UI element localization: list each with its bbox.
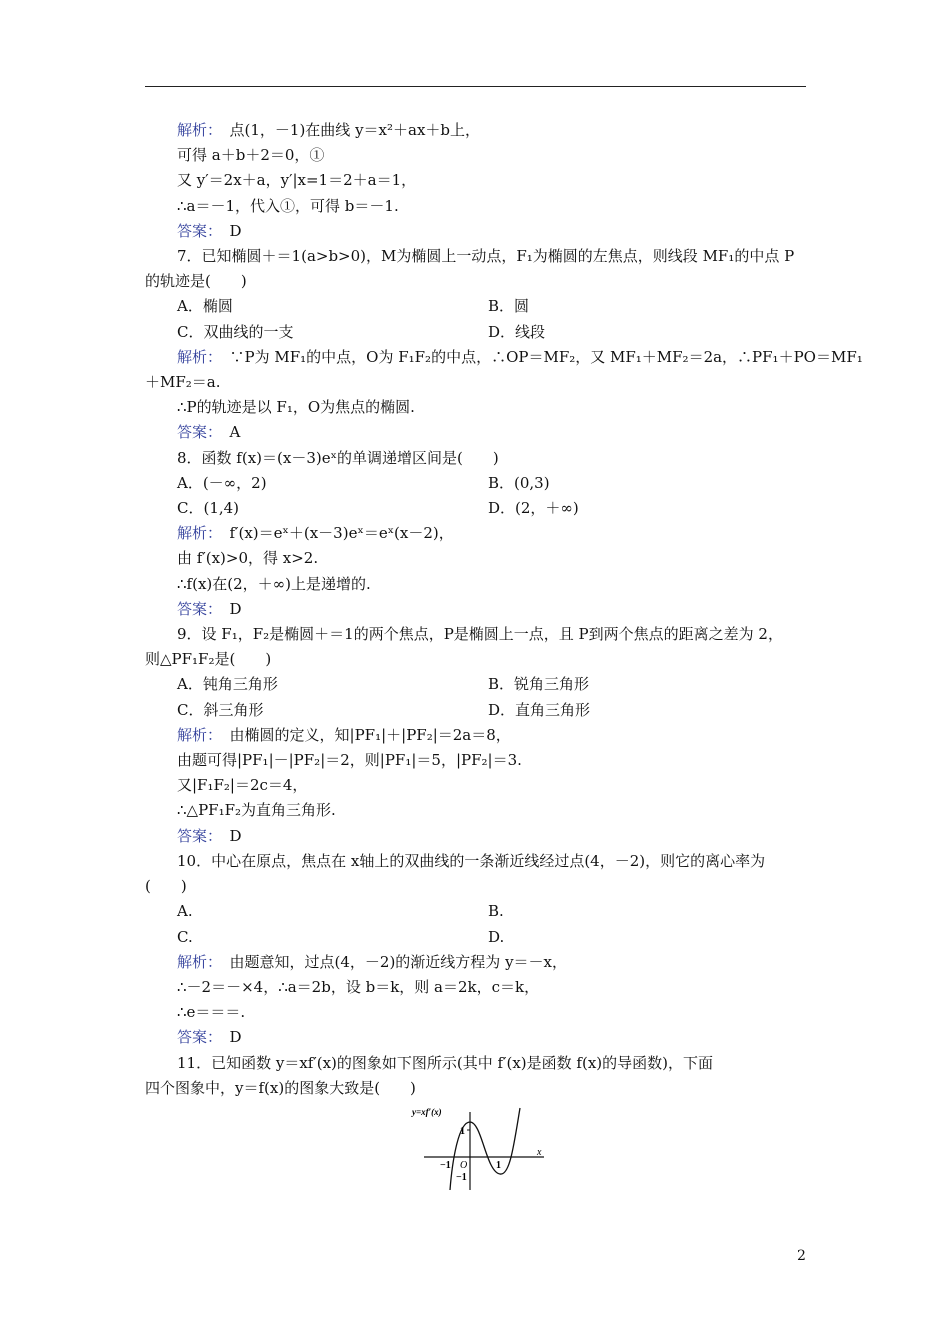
option-item: B．锐角三角形 xyxy=(488,675,590,694)
option-row xyxy=(145,320,807,345)
line-text: 由题可得|PF₁|－|PF₂|＝2，则|PF₁|＝5，|PF₂|＝3. xyxy=(177,751,522,770)
header-rule xyxy=(145,86,806,87)
line-text: 11．已知函数 y＝xf′(x)的图象如下图所示(其中 f′(x)是函数 f(x)的导函数)，下面 xyxy=(177,1053,713,1072)
line-text: ∵P为 MF₁的中点，O为 F₁F₂的中点，∴OP＝MF₂，又 MF₁＋MF₂＝2a，∴PF₁＋PO＝MF₁ xyxy=(214,347,863,366)
line-text: ∴P的轨迹是以 F₁，O为焦点的椭圆. xyxy=(177,398,415,417)
text-line xyxy=(145,168,807,193)
line-text: ∴－2＝－×4，∴a＝2b，设 b＝k，则 a＝2k，c＝k， xyxy=(177,977,540,996)
tick-1-y: 1 xyxy=(460,1125,465,1137)
line-text: 又 y′＝2x＋a，y′|x=1＝2＋a＝1， xyxy=(177,171,417,190)
line-text: 由题意知，过点(4，－2)的渐近线方程为 y＝－x， xyxy=(214,952,568,971)
line-text: D xyxy=(214,599,242,618)
analysis-line xyxy=(145,824,807,849)
analysis-line xyxy=(145,420,807,445)
x-axis-label: x xyxy=(537,1146,542,1158)
analysis-line xyxy=(145,521,807,546)
option-row xyxy=(145,471,807,496)
section-label: 答案： xyxy=(177,826,215,845)
line-text: 8．函数 f(x)＝(x－3)eˣ的单调递增区间是( ) xyxy=(177,448,499,467)
option-item: C．(1,4) xyxy=(177,499,240,518)
line-text: ∴e＝＝＝. xyxy=(177,1003,246,1022)
line-text: D xyxy=(214,221,242,240)
option-item: B. xyxy=(488,902,504,921)
section-label: 答案： xyxy=(177,221,215,240)
text-line xyxy=(145,1051,807,1076)
option-item: C. xyxy=(177,927,193,946)
line-text: f′(x)＝eˣ＋(x－3)eˣ＝eˣ(x－2)， xyxy=(214,524,454,543)
option-item: D．(2，＋∞) xyxy=(488,499,579,518)
line-text: A xyxy=(214,423,241,442)
option-row xyxy=(145,925,807,950)
function-graph-figure xyxy=(145,1104,807,1196)
text-line xyxy=(145,849,807,874)
text-line xyxy=(145,395,807,420)
page-number: 2 xyxy=(797,1248,806,1264)
section-label: 解析： xyxy=(177,524,215,543)
analysis-line xyxy=(145,219,807,244)
option-item: D．直角三角形 xyxy=(488,700,591,719)
section-label: 解析： xyxy=(177,121,215,139)
option-item: D. xyxy=(488,927,505,946)
analysis-line xyxy=(145,118,807,143)
line-text: 9．设 F₁，F₂是椭圆＋＝1的两个焦点，P是椭圆上一点，且 P到两个焦点的距离之差为 2， xyxy=(177,625,783,644)
line-text: D xyxy=(214,826,242,845)
option-item: A. xyxy=(177,902,193,921)
analysis-line xyxy=(145,597,807,622)
text-line xyxy=(145,1076,807,1101)
text-line xyxy=(145,798,807,823)
line-text: 可得 a＋b＋2＝0，① xyxy=(177,146,325,165)
analysis-line xyxy=(145,1025,807,1050)
section-label: 解析： xyxy=(177,347,215,366)
text-line xyxy=(145,572,807,597)
tick-neg1-y: −1 xyxy=(456,1171,467,1183)
line-text: 则△PF₁F₂是( ) xyxy=(145,650,272,669)
option-item: C．斜三角形 xyxy=(177,700,264,719)
section-label: 答案： xyxy=(177,1028,215,1047)
line-text: 四个图象中，y＝f(x)的图象大致是( ) xyxy=(145,1078,416,1097)
y-axis-label: y=xf′(x) xyxy=(412,1106,442,1117)
text-line xyxy=(145,1000,807,1025)
line-text: ∴f(x)在(2，＋∞)上是递增的. xyxy=(177,574,371,593)
analysis-line xyxy=(145,950,807,975)
text-line xyxy=(145,975,807,1000)
text-line xyxy=(145,622,807,647)
option-row xyxy=(145,698,807,723)
analysis-line xyxy=(145,345,863,370)
option-row xyxy=(145,496,807,521)
option-item: A．(－∞，2) xyxy=(177,473,267,492)
option-row xyxy=(145,899,807,924)
line-text: 10．中心在原点，焦点在 x轴上的双曲线的一条渐近线经过点(4，－2)，则它的离心率为 xyxy=(177,851,766,870)
text-line xyxy=(145,647,807,672)
section-label: 答案： xyxy=(177,423,215,442)
option-item: B．圆 xyxy=(488,297,530,316)
text-line xyxy=(145,244,807,269)
line-text: ∴△PF₁F₂为直角三角形. xyxy=(177,801,336,820)
text-line xyxy=(145,773,807,798)
line-text: ( ) xyxy=(145,877,187,896)
origin-label: O xyxy=(460,1159,468,1171)
option-item: D．线段 xyxy=(488,322,546,341)
text-line xyxy=(145,269,807,294)
section-label: 答案： xyxy=(177,599,215,618)
line-text: 由 f′(x)>0，得 x>2. xyxy=(177,549,319,568)
line-text: ＋MF₂＝a. xyxy=(145,373,221,392)
line-text: 的轨迹是( ) xyxy=(145,272,247,291)
analysis-line xyxy=(145,723,807,748)
line-text: 由椭圆的定义，知|PF₁|＋|PF₂|＝2a＝8， xyxy=(214,725,511,744)
text-line xyxy=(145,370,807,395)
text-line xyxy=(145,194,807,219)
text-line xyxy=(145,546,807,571)
section-label: 解析： xyxy=(177,725,215,744)
tick-neg1-x: −1 xyxy=(440,1159,451,1171)
section-label: 解析： xyxy=(177,952,215,971)
text-line xyxy=(145,748,807,773)
option-item: B．(0,3) xyxy=(488,473,550,492)
text-line xyxy=(145,446,807,471)
line-text: 又|F₁F₂|＝2c＝4， xyxy=(177,776,308,795)
line-text: D xyxy=(214,1028,242,1047)
text-line xyxy=(145,143,807,168)
option-item: A．钝角三角形 xyxy=(177,675,278,694)
option-row xyxy=(145,294,807,319)
line-text: 7．已知椭圆＋＝1(a>b>0)，M为椭圆上一动点，F₁为椭圆的左焦点，则线段 MF₁的中点 P xyxy=(177,247,795,266)
option-row xyxy=(145,672,807,697)
option-item: C．双曲线的一支 xyxy=(177,322,294,341)
line-text: 点(1，－1)在曲线 y＝x²＋ax＋b上， xyxy=(214,121,481,139)
line-text: ∴a＝－1，代入①，可得 b＝－1. xyxy=(177,196,399,215)
graph-svg xyxy=(410,1104,550,1194)
tick-1-x: 1 xyxy=(496,1159,501,1171)
text-line xyxy=(145,874,807,899)
document-body xyxy=(145,118,863,1196)
option-item: A．椭圆 xyxy=(177,297,233,316)
